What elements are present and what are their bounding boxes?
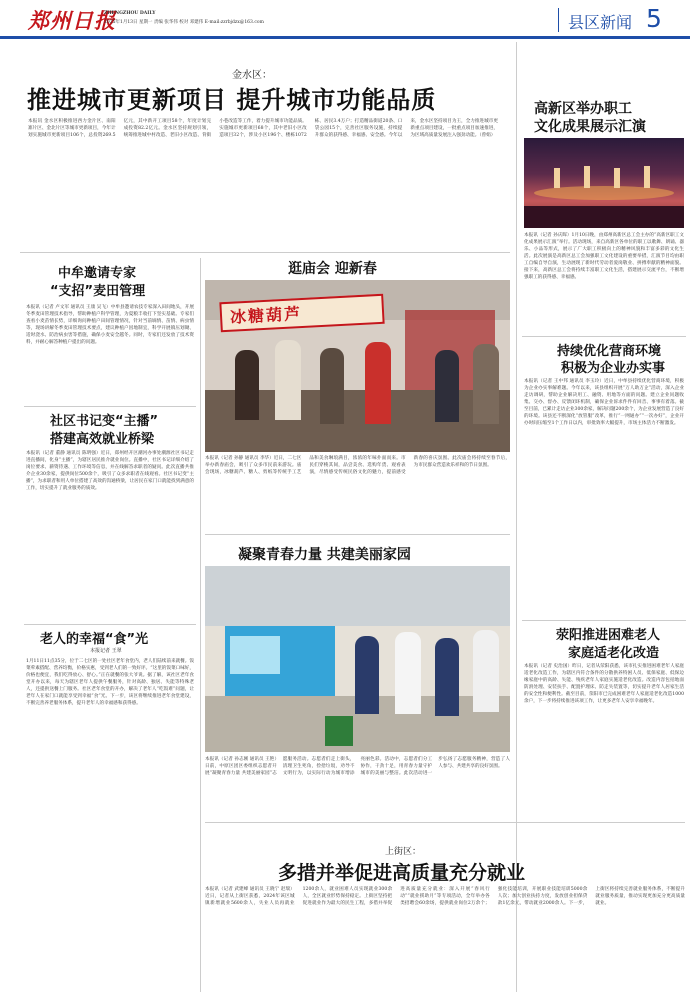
- right-rule-1: [522, 336, 686, 337]
- right-mid-headline-2: 积极为企业办实事: [561, 361, 666, 376]
- left-2-headline-2: 搭建高效就业桥梁: [50, 432, 155, 447]
- left-3-headline: 老人的幸福“食”光: [40, 632, 149, 647]
- left-rule-1: [24, 406, 196, 407]
- stage-performance-photo: [524, 138, 684, 228]
- left-2-body: 本报讯（记者 董静 通讯员 陈明强）近日，郑州经开区潮河办事处潮源社区书记走进直播间，化身“主播”，为辖区居民推介就业岗位。直播中，社区书记详细介绍了岗位要求、薪资待遇、工作环境等信息，并在线解答求职者的疑问。此次直播共推介企业30余家，提供岗位500余个，吸引了众多求职者在线观看。社区书记变“主播”，为求职者和用人单位搭建了高效的沟通桥梁，让居民在家门口就能找到满意的工作，切实提升了就业服务的质效。: [26, 451, 194, 491]
- right-top-headline-1: 高新区举办职工: [534, 101, 632, 117]
- section-divider: [558, 8, 559, 32]
- newspaper-logo: 郑州日报: [28, 8, 116, 33]
- right-mid-body: 本报讯（记者 王中邦 通讯员 李玉玲）近日，中牟县持续优化营商环境，积极为企业办实事解难题。今年以来，该县组织开展“万人助万企”活动，深入企业走访调研，帮助企业解决用工、融资、用地等方面的问题。建立企业问题收集、交办、督办、反馈闭环机制，确保企业诉求件件有回音、事事有着落。截至目前，已累计走访企业300余家，解决问题200余个，为企业发展营造了良好的环境。该县还不断深化“放管服”改革，推行“一网通办”“一次办好”，企业开办时间压缩至1个工作日以内，审批效率大幅提升，市场主体活力不断激发。: [524, 379, 684, 426]
- left-2-headline-1: 社区书记变“主播”: [50, 414, 159, 429]
- section-rule: [20, 252, 510, 253]
- section-title: 县区新闻: [568, 13, 633, 32]
- bottom-rule: [205, 822, 685, 823]
- volunteer-cleanup-photo: [205, 566, 510, 752]
- right-top-headline-2: 文化成果展示汇演: [534, 119, 646, 135]
- masthead-rule: [0, 36, 690, 39]
- column-divider: [516, 42, 517, 992]
- right-bot-headline-1: 荥阳推进困难老人: [556, 628, 661, 643]
- lead-kicker: 金水区：: [232, 70, 272, 81]
- left-column-divider: [200, 258, 201, 992]
- photo-2-caption: 本报讯（记者 孙志刚 通讯员 王艳）日前，中原区团区委组织志愿者开展“凝聚青春力量 共建美丽家园”志愿服务活动。志愿者们走上街头，清理卫生死角，捡拾垃圾，劝导不文明行为，以实际行动为城市增添亮丽色彩。活动中，志愿者们分工协作，干劲十足，用青春力量守护城市的美丽与整洁。此次活动进一步弘扬了志愿服务精神，营造了人人参与、共建共享的良好氛围。: [205, 757, 510, 776]
- lead-body: 本报讯 金水区积极推进西力金片区、南阳寨片区、金北片区等城市更新项目，今年计划实施城市更新项目106个，总投资269.5亿元，其中新开工项目58个，年度计划完成投资82.2亿元。金水区坚持规划引领，统筹推进城中村改造、老旧小区改造、背街小巷改造等工作，着力提升城市功能品质。实施城市更新项目68个，其中老旧小区改造项目32个，涉及小区196个、楼栋1072栋、居民3.4万户；打造精品街道20条、口袋公园15个，完善社区服务设施，持续提升群众的获得感、幸福感、安全感。今年以来，金水区坚持项目为王，全力推进城市更新重点项目建设，一批重点项目加速推进，为区域高质量发展注入强劲动能。（曾娟）: [28, 119, 498, 138]
- lead-headline: 推进城市更新项目 提升城市功能品质: [27, 86, 437, 114]
- left-1-body: 本报讯（记者 卢文军 通讯员 王康 吴飞）中牟县邀请农技专家深入田间地头，开展冬季麦田管理技术指导，帮助种植户科学管理，为夏粮丰收打下坚实基础。专家们查看小麦苗情长势，详细询问种植户田间管理情况，针对当前墒情、苗情、病虫情等，现场讲解冬季麦田管理技术要点，建议种植户因地制宜，科学开展镇压划锄、适时浇水、防治病虫害等措施，确保小麦安全越冬。同时，专家们还发放了技术资料，并耐心解答种植户提出的问题。: [26, 305, 194, 345]
- bottom-kicker: 上街区：: [385, 847, 422, 857]
- left-3-byline: 本报记者 王翠: [90, 648, 122, 654]
- left-rule-2: [24, 624, 196, 625]
- right-top-body: 本报讯（记者 孙庆晖）1月10日晚，由郑州高新区总工会主办的“高新区职工文化成果展示汇演”举行。活动现场，来自高新区各单位的职工以歌舞、朗诵、器乐、小品等形式，展示了广大职工积极向上的精神风貌和丰富多彩的文化生活。此次展演是高新区总工会加强职工文化建设的重要举措，汇演节目均由职工自编自导自演，生动展现了新时代劳动者爱岗敬业、拼搏奉献的精神面貌。接下来，高新区总工会将持续丰富职工文化生活，搭建展示交流平台，不断增强职工的获得感、幸福感。: [524, 233, 684, 280]
- left-1-headline-2: “支招”麦田管理: [50, 284, 146, 299]
- bottom-headline: 多措并举促进高质量充分就业: [278, 862, 526, 884]
- temple-fair-photo: [205, 280, 510, 452]
- right-mid-headline-1: 持续优化营商环境: [557, 344, 662, 359]
- photo-2-headline: 凝聚青春力量 共建美丽家园: [238, 547, 411, 563]
- page-number: 5: [646, 4, 662, 33]
- sign-text: 冰糖葫芦: [229, 304, 303, 327]
- right-bot-body: 本报讯（记者 史治国）昨日，记者从荥阳获悉，该市扎实推进困难老年人家庭适老化改造工作，为辖区内符合条件的分散供养特困人员、低保家庭、低保边缘家庭中的高龄、失能、残疾老年人家庭实施适老化改造。改造内容包括地面防滑处理、安装扶手、配置护理床、防走失装置等，切实提升老年人居家生活的安全性和便利性。截至目前，荥阳市已完成困难老年人家庭适老化改造1000余户，下一步将持续推进该项工作，让更多老年人安享幸福晚年。: [524, 664, 684, 704]
- photo-1-headline: 逛庙会 迎新春: [288, 261, 377, 277]
- photo-1-caption: 本报讯（记者 孙静 通讯员 李华）近日，二七区举办新春庙会，吸引了众多市民前来游玩。庙会现场，冰糖葫芦、糖人、剪纸等传统手工艺品和美食琳琅满目，浓浓的年味扑面而来。市民们穿梭其间，品尝美食、选购年货、观看表演，尽情感受传统民俗文化的魅力，提前感受新春的喜庆氛围。此次庙会将持续至春节后，为市民群众营造欢乐祥和的节日氛围。: [205, 456, 510, 475]
- masthead-info-line: 2025年1月13日 星期一 责编 张华伟 校对 邓建伟 E-mail:zzrbjdzx@163.com: [104, 20, 264, 25]
- bottom-body: 本报讯（记者 武建峰 通讯员 王晓宁 赵瑞）近日，记者从上街区获悉，2024年该区城镇新增就业5600余人，失业人员再就业1200余人，就业困难人员实现就业300余人，全区就业形势保持稳定。上街区坚持把促进就业作为最大的民生工程，多措并举促进高质量充分就业：深入开展“春风行动”“就业援助月”等专项活动，全年举办各类招聘会60余场，提供就业岗位2万余个；强化技能培训，开展职业技能培训5000余人次；加大创业扶持力度，发放创业担保贷款1亿余元，带动就业2000余人。下一步，上街区将持续完善就业服务体系，不断提升就业服务质量，推动实现更加充分更高质量就业。: [205, 887, 685, 906]
- right-bot-headline-2: 家庭适老化改造: [568, 646, 660, 661]
- left-1-headline-1: 中牟邀请专家: [58, 266, 137, 281]
- center-rule: [205, 534, 510, 535]
- right-rule-2: [522, 620, 686, 621]
- left-3-body: 1月11日11点35分，位于二七区的一处社区老年食堂内，老人们陆续前来就餐。饭菜荤素搭配、营养均衡，价格实惠，受到老人们的一致好评。“这里的饭菜口味好，价格也便宜，我们吃得放心、舒心。”正在就餐的张大爷说。据了解，该社区老年食堂开办以来，每天为辖区老年人提供午餐服务，针对高龄、独居、失能等特殊老人，还提供送餐上门服务。社区老年食堂的开办，解决了老年人“吃饭难”问题，让老年人在家门口就能享受到幸福“食”光。下一步，该区将继续推进老年食堂建设，不断完善养老服务体系，提升老年人的幸福感和获得感。: [26, 659, 194, 706]
- masthead-pinyin: ZHENGZHOU DAILY: [104, 11, 156, 16]
